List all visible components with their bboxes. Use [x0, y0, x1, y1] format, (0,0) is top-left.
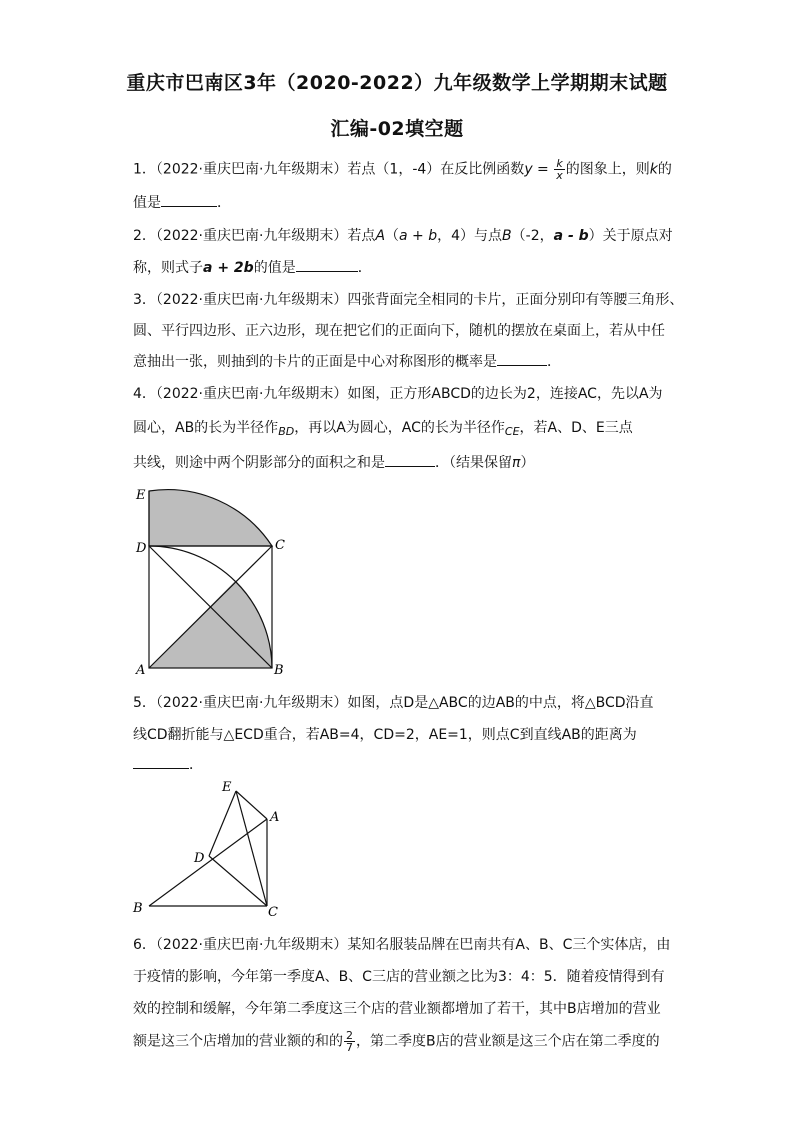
- q2-expr: a + 2b: [203, 260, 254, 276]
- q5-end: ．: [189, 757, 203, 773]
- question-1-line-1: [133, 158, 672, 181]
- q4-line3c: ）: [520, 455, 535, 471]
- q2-line2a: 称，则式子: [133, 260, 203, 276]
- q2-text-2: （: [385, 228, 400, 244]
- question-5-line-2: 线CD翻折能与△ECD重合，若AB=4，CD=2，AE=1，则点C到直线AB的距离为: [133, 727, 637, 743]
- q5-figure: [128, 778, 288, 918]
- question-3-line-2: 圆、平行四边形、正六边形，现在把它们的正面向下，随机的摆放在桌面上，若从中任: [133, 323, 665, 339]
- q3-answer-blank[interactable]: [497, 351, 547, 366]
- question-6-line-1: 6．（2022·重庆巴南·九年级期末）某知名服装品牌在巴南共有A、B、C三个实体店，由: [133, 937, 671, 953]
- question-2-line-1: [133, 225, 673, 245]
- question-3-line-1: 3．（2022·重庆巴南·九年级期末）四张背面完全相同的卡片，正面分别印有等腰三角形、: [133, 292, 684, 308]
- q4-label-a: A: [136, 663, 146, 677]
- q4-line3a: 共线，则途中两个阴影部分的面积之和是: [133, 455, 385, 471]
- q1-frac-den: x: [556, 169, 563, 182]
- q1-answer-blank[interactable]: [161, 192, 217, 207]
- question-4-line-3: [133, 452, 534, 472]
- page-title-line-1: 重庆市巴南区3年（2020-2022）九年级数学上学期期末试题: [126, 72, 668, 94]
- q4-pi: π: [512, 455, 521, 471]
- q2-text-4: （-2，: [511, 228, 554, 244]
- q2-text-5: ）关于原点对: [588, 228, 673, 244]
- q5-label-b: B: [133, 901, 143, 916]
- question-3-line-3: [133, 351, 561, 371]
- q2-text-3: ，4）与点: [437, 228, 503, 244]
- q4-label-b: B: [274, 663, 284, 677]
- q4-line2c: ，若A、D、E三点: [519, 420, 633, 436]
- q4-label-e: E: [136, 488, 146, 503]
- q4-line2a: 圆心，AB的长为半径作: [133, 420, 279, 436]
- q1-fraction: [554, 158, 565, 181]
- q4-shaded-bottom: [149, 580, 272, 668]
- question-4-line-2: [133, 417, 633, 437]
- q5-label-d: D: [194, 851, 205, 866]
- q1-text-3: 的: [657, 161, 672, 178]
- q3-end: ．: [547, 354, 561, 370]
- q2-B: B: [502, 228, 512, 244]
- q1-text-2: 的图象上，则: [565, 161, 650, 178]
- q6-line4b: ，第二季度B店的营业额是这三个店在第二季度的: [356, 1033, 660, 1050]
- q1-func-y: y: [524, 161, 533, 178]
- q5-label-c: C: [268, 905, 278, 918]
- q5-line-dc: [209, 856, 267, 906]
- page-title-line-2: 汇编-02填空题: [330, 118, 464, 140]
- question-6-line-3: 效的控制和缓解，今年第二季度这三个店的营业额都增加了若干，其中B店增加的营业: [133, 1001, 661, 1017]
- q1-k: k: [649, 161, 658, 178]
- q4-label-c: C: [275, 538, 285, 553]
- question-1-line-2: [133, 192, 231, 212]
- q5-line-ec: [236, 791, 267, 906]
- q4-label-d: D: [136, 541, 147, 556]
- q1-text: 1．（2022·重庆巴南·九年级期末）若点（1，-4）在反比例函数: [133, 161, 525, 178]
- question-2-line-2: [133, 257, 372, 277]
- question-6-line-2: 于疫情的影响，今年第一季度A、B、C三店的营业额之比为3：4：5．随着疫情得到有: [133, 969, 665, 985]
- q6-frac-den: 7: [346, 1041, 353, 1054]
- q2-line2b: 的值是: [253, 260, 296, 276]
- q5-line-ed: [209, 791, 236, 856]
- q1-line2: 值是: [133, 195, 161, 211]
- question-5-line-1: 5．（2022·重庆巴南·九年级期末）如图，点D是△ABC的边AB的中点，将△BCD沿直: [133, 695, 654, 711]
- q4-arc-ce: CE: [504, 425, 520, 438]
- q4-arc-bd: BD: [278, 425, 295, 438]
- q5-line-ea: [236, 791, 267, 819]
- q2-text: 2．（2022·重庆巴南·九年级期末）若点: [133, 228, 376, 244]
- q1-frac-num: k: [554, 158, 565, 170]
- q5-answer-blank[interactable]: [133, 754, 189, 769]
- q4-line3b: ．（结果保留: [435, 455, 512, 471]
- question-5-line-3: [133, 754, 203, 774]
- q2-A: A: [375, 228, 386, 244]
- q2-amb: a - b: [553, 228, 589, 244]
- q5-label-a: A: [270, 810, 280, 825]
- q6-line4a: 额是这三个店增加的营业额的和的: [133, 1033, 343, 1050]
- q3-line3: 意抽出一张，则抽到的卡片的正面是中心对称图形的概率是: [133, 354, 497, 370]
- q4-answer-blank[interactable]: [385, 452, 435, 467]
- q6-frac-num: 2: [346, 1029, 353, 1042]
- q5-label-e: E: [222, 780, 232, 795]
- q1-end: ．: [217, 195, 231, 211]
- question-6-line-4: [133, 1030, 660, 1053]
- q6-fraction: [344, 1030, 355, 1053]
- q5-line-ba: [149, 819, 267, 906]
- q4-shaded-top: [149, 490, 272, 546]
- q2-answer-blank[interactable]: [296, 257, 358, 272]
- q4-line2b: ，再以A为圆心，AC的长为半径作: [294, 420, 505, 436]
- question-4-line-1: 4．（2022·重庆巴南·九年级期末）如图，正方形ABCD的边长为2，连接AC，先以A为: [133, 386, 663, 402]
- q2-apb: a + b: [399, 228, 438, 244]
- q1-eq: =: [532, 161, 554, 178]
- q4-figure: [130, 482, 300, 677]
- q2-end: ．: [357, 260, 372, 276]
